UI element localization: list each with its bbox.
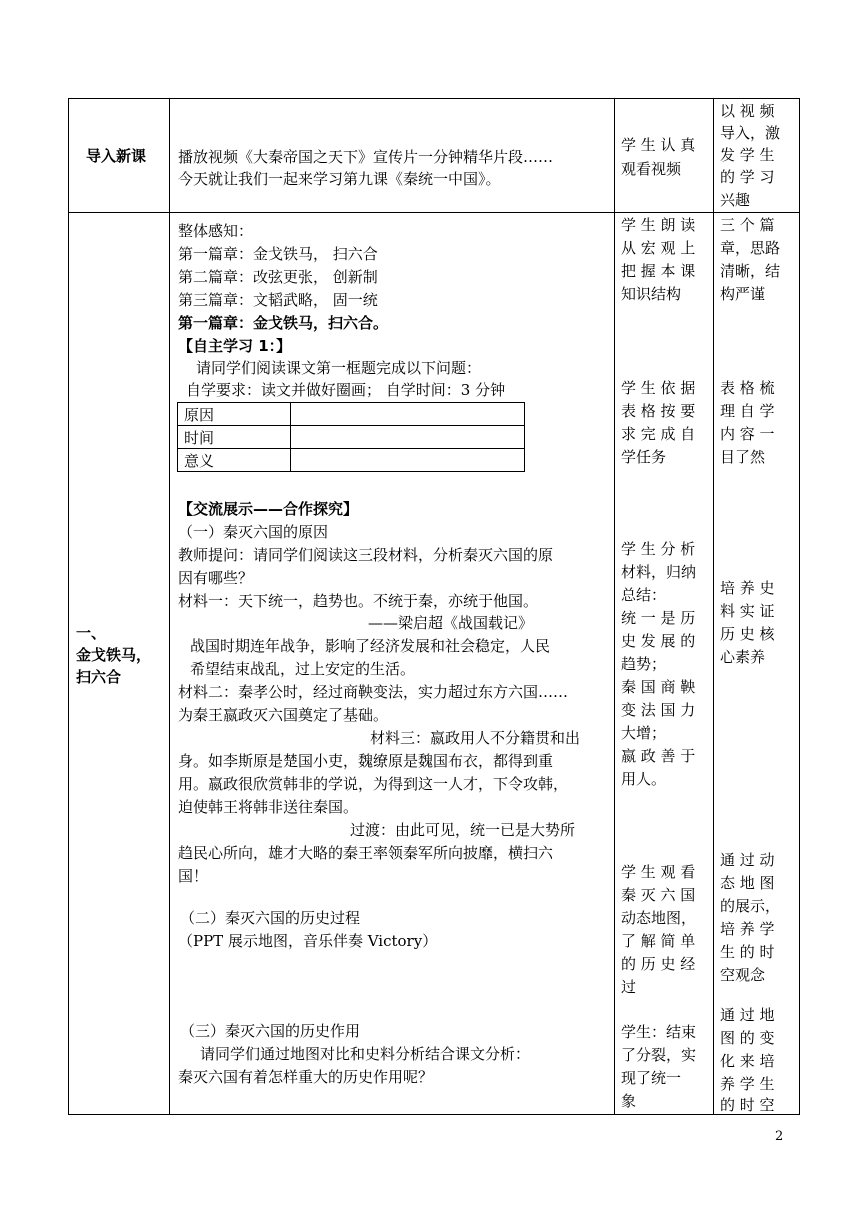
self-study-line: 自学要求：读文并做好圈画； 自学时间：3 分钟 [186,381,506,399]
purpose-line: 的展示， [720,897,781,915]
student-activity-line: 变 法 国 力 [621,701,696,719]
purpose-line: 通 过 动 [720,851,775,869]
section-heading-one: 一、 [76,624,107,642]
part-one-line: 因有哪些？ [178,569,254,587]
student-activity-line: 学任务 [621,448,667,466]
self-study-title: 【自主学习 1：】 [178,337,292,355]
purpose-line: 空观念 [720,966,766,984]
part-one-line: 身。如李斯原是楚国小吏，魏缭原是魏国布衣，都得到重 [178,752,554,770]
self-study-line: 请同学们阅读课文第一框题完成以下问题： [196,359,482,377]
student-activity-line: 史 发 展 的 [621,632,696,650]
part-one-line: 教师提问：请同学们阅读这三段材料，分析秦灭六国的原 [178,546,554,564]
purpose-line: 三 个 篇 [720,216,775,234]
table-border-bottom [68,1114,800,1115]
table-border-top [68,98,800,99]
part-two-line: （PPT 展示地图，音乐伴奏 Victory） [178,932,438,950]
table-cell: 时间 [178,426,291,449]
purpose-line: 通 过 地 [720,1006,775,1024]
purpose-line: 养 学 生 [720,1075,775,1093]
table-col-divider [614,98,615,1115]
table-cell-empty [291,403,525,426]
overview-line: 第一篇章：金戈铁马， 扫六合 [178,245,378,263]
table-cell: 原因 [178,403,291,426]
purpose-line: 的 时 空 [720,1096,775,1114]
intro-purpose-line: 的 学 习 [720,168,775,186]
section-heading-one: 金戈铁马， [76,646,152,664]
table-col-divider [169,98,170,1115]
part-one-line: 用。嬴政很欣赏韩非的学说，为得到这一人才，下令攻韩， [178,775,569,793]
student-activity-line: 学生：结束 [621,1023,697,1041]
student-activity-line: 把 握 本 课 [621,262,696,280]
student-activity-line: 秦 灭 六 国 [621,886,696,904]
purpose-line: 内 容 一 [720,425,775,443]
purpose-line: 化 来 培 [720,1052,775,1070]
part-one-title: （一）秦灭六国的原因 [178,523,329,541]
part-three-line: 秦灭六国有着怎样重大的历史作用呢？ [178,1068,434,1086]
student-activity-line: 嬴 政 善 于 [621,747,696,765]
purpose-line: 心素养 [720,648,766,666]
student-activity-line: 象 [621,1092,637,1110]
intro-purpose-line: 发 学 生 [720,146,775,164]
purpose-line: 清晰，结 [720,262,781,280]
part-one-line: 迫使韩王将韩非送往秦国。 [178,798,359,816]
student-activity-line: 学 生 观 看 [621,863,696,881]
student-activity-line: 学 生 依 据 [621,379,696,397]
part-three-line: 请同学们通过地图对比和史料分析结合课文分析： [200,1045,531,1063]
student-activity-line: 从 宏 观 上 [621,239,696,257]
intro-purpose-line: 导入，激 [720,124,781,142]
purpose-line: 理 自 学 [720,402,775,420]
purpose-line: 历 史 核 [720,625,775,643]
purpose-line: 章，思路 [720,239,781,257]
part-one-line: 国！ [178,867,209,885]
student-activity-line: 了 解 简 单 [621,932,696,950]
table-border-right [799,98,800,1115]
student-activity-line: 了分裂，实 [621,1046,697,1064]
student-activity-line: 用人。 [621,770,667,788]
table-border-left [68,98,69,1115]
purpose-line: 料 实 证 [720,602,775,620]
part-one-line: 为秦王嬴政灭六国奠定了基础。 [178,706,389,724]
table-row-divider [68,212,800,213]
student-activity-line: 统 一 是 历 [621,609,696,627]
purpose-line: 构严谨 [720,285,766,303]
overview-line: 第二篇章：改弦更张， 创新制 [178,268,378,286]
part-one-line: 材料二：秦孝公时，经过商鞅变法，实力超过东方六国…… [178,683,569,701]
intro-purpose-line: 兴趣 [720,191,751,209]
purpose-line: 目了然 [720,448,766,466]
purpose-line: 表 格 梳 [720,379,775,397]
student-activity-line: 秦 国 商 鞅 [621,678,696,696]
intro-teaching-line: 今天就让我们一起来学习第九课《秦统一中国》。 [178,170,501,188]
student-activity-line: 学 生 朗 读 [621,216,696,234]
intro-teaching-line: 播放视频《大秦帝国之天下》宣传片一分钟精华片段…… [178,148,554,166]
purpose-line: 态 地 图 [720,874,775,892]
table-cell: 意义 [178,449,291,472]
table-row [178,403,525,426]
student-activity-line: 知识结构 [621,285,682,303]
part-one-line: 希望结束战乱，过上安定的生活。 [190,660,416,678]
table-cell-empty [291,449,525,472]
purpose-line: 图 的 变 [720,1029,775,1047]
student-activity-line: 趋势； [621,655,667,673]
page-number: 2 [775,1129,784,1144]
overview-line: 整体感知： [178,222,254,240]
purpose-line: 生 的 时 [720,943,775,961]
part-one-line: 战国时期连年战争，影响了经济发展和社会稳定，人民 [190,637,551,655]
part-one-line: 材料三：嬴政用人不分籍贯和出 [370,729,581,747]
part-two-title: （二）秦灭六国的历史过程 [180,909,361,927]
student-activity-line: 学 生 分 析 [621,540,696,558]
table-cell-empty [291,426,525,449]
citation-line: ——梁启超《战国载记》 [368,614,534,632]
section-heading-one: 扫六合 [76,668,122,686]
chapter-one-heading: 第一篇章：金戈铁马，扫六合。 [178,314,389,332]
section-heading-intro: 导入新课 [86,147,147,165]
student-activity-line: 总结： [621,586,667,604]
purpose-line: 培 养 史 [720,579,775,597]
table-row [178,426,525,449]
part-one-line: 材料一：天下统一，趋势也。不统于秦，亦统于他国。 [178,592,539,610]
student-activity-line: 求 完 成 自 [621,425,696,443]
overview-line: 第三篇章：文韬武略， 固一统 [178,291,378,309]
self-study-table [177,402,525,472]
student-activity-line: 现了统一 [621,1069,682,1087]
intro-student-line: 学 生 认 真 [621,136,696,154]
table-row [178,449,525,472]
table-col-divider [713,98,714,1115]
part-one-line: 过渡：由此可见，统一已是大势所 [350,821,576,839]
part-one-line: 趋民心所向，雄才大略的秦王率领秦军所向披靡，横扫六 [178,844,554,862]
intro-student-line: 观看视频 [621,160,682,178]
student-activity-line: 大增； [621,724,667,742]
student-activity-line: 表 格 按 要 [621,402,696,420]
student-activity-line: 的 历 史 经 [621,955,696,973]
part-three-title: （三）秦灭六国的历史作用 [180,1022,361,1040]
student-activity-line: 过 [621,978,637,996]
purpose-line: 培 养 学 [720,920,775,938]
student-activity-line: 材料，归纳 [621,563,697,581]
exchange-title: 【交流展示——合作探究】 [178,500,359,518]
intro-purpose-line: 以 视 频 [720,102,775,120]
student-activity-line: 动态地图， [621,909,697,927]
